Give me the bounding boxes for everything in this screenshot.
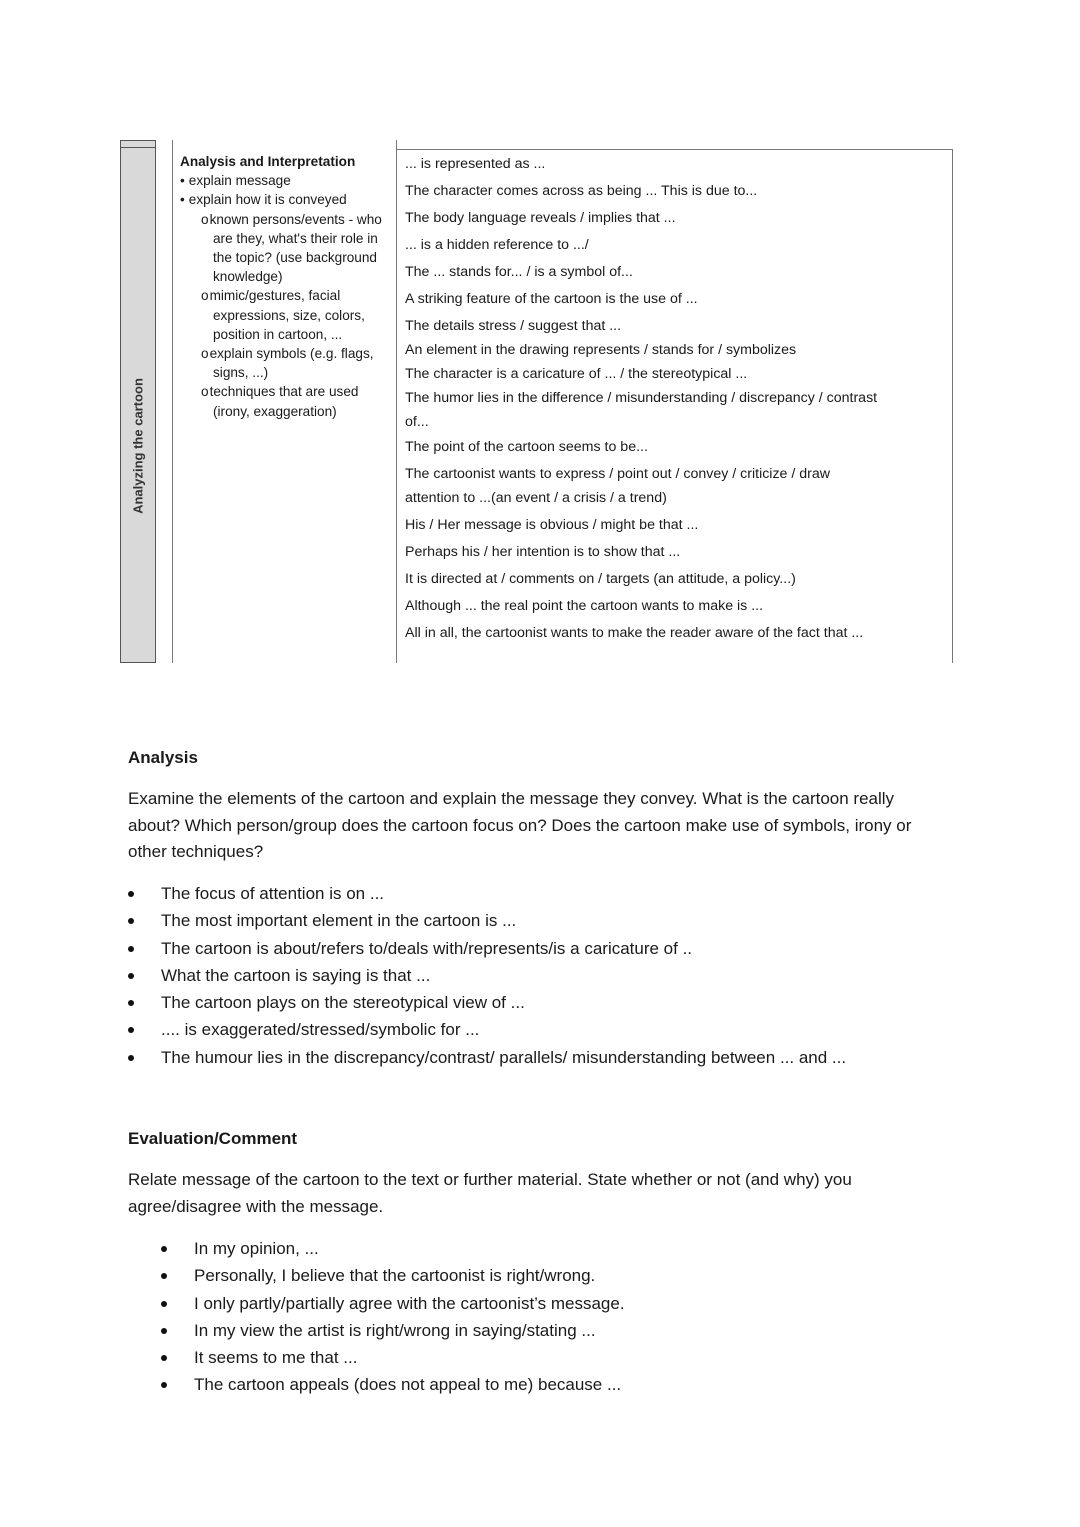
side-column-label: Analyzing the cartoon [130, 378, 146, 514]
instruction-bullet: • explain how it is conveyed [180, 190, 390, 209]
bullet-dot [128, 1055, 134, 1061]
phrase-line: ... is a hidden reference to .../ [405, 237, 589, 253]
table-side-column [120, 140, 156, 663]
bullet-dot [161, 1273, 167, 1279]
column-divider-middle [396, 140, 397, 663]
instruction-sub-item: o known persons/events - who are they, what's their role in the topic? (use background knowledge) [180, 210, 390, 287]
instruction-sub-item: o mimic/gestures, facial expressions, size, colors, position in cartoon, ... [180, 286, 390, 344]
instruction-bullet: • explain message [180, 171, 390, 190]
phrase-line: A striking feature of the cartoon is the use of ... [405, 291, 698, 307]
analysis-intro: Examine the elements of the cartoon and explain the message they convey. What is the cartoon really about? Which person/group does the cartoon focus on? Does the cartoon make use of symbols, irony or other techniques? [128, 789, 912, 861]
column-heading: Analysis and Interpretation [180, 154, 356, 169]
phrase-line: The details stress / suggest that ... [405, 318, 622, 334]
phrase-line: The character is a caricature of ... / the stereotypical ... [405, 366, 748, 382]
phrase-line: The cartoonist wants to express / point out / convey / criticize / draw [405, 466, 831, 482]
bullet-dot [128, 1027, 134, 1033]
table-right-border [952, 149, 953, 663]
phrase-line: The point of the cartoon seems to be... [405, 439, 648, 455]
phrase-line: Although ... the real point the cartoon wants to make is ... [405, 598, 764, 614]
evaluation-intro: Relate message of the cartoon to the text or further material. State whether or not (and why) you agree/disagree with the message. [128, 1170, 852, 1216]
bullet-dot [161, 1355, 167, 1361]
bullet-dot [128, 946, 134, 952]
side-column-top-rule [121, 147, 155, 148]
evaluation-title: Evaluation/Comment [128, 1129, 298, 1148]
bullet-dot [161, 1382, 167, 1388]
phrase-line: It is directed at / comments on / targets (an attitude, a policy...) [405, 571, 796, 587]
phrase-line: of... [405, 414, 429, 430]
column-divider-left [172, 140, 173, 663]
instructions-column [180, 152, 390, 421]
phrase-line: attention to ...(an event / a crisis / a trend) [405, 490, 667, 506]
phrase-line: An element in the drawing represents / stands for / symbolizes [405, 342, 797, 358]
phrase-line: All in all, the cartoonist wants to make the reader aware of the fact that ... [405, 625, 864, 641]
bullet-dot [128, 918, 134, 924]
phrase-line: The humor lies in the difference / misunderstanding / discrepancy / contrast [405, 390, 878, 406]
phrase-line: The character comes across as being ... This is due to... [405, 183, 758, 199]
table-top-border [396, 149, 953, 150]
phrase-line: The ... stands for... / is a symbol of... [405, 264, 633, 280]
phrase-line: Perhaps his / her intention is to show that ... [405, 544, 681, 560]
phrase-line: His / Her message is obvious / might be that ... [405, 517, 699, 533]
analysis-table [120, 140, 956, 663]
bullet-dot [161, 1328, 167, 1334]
instruction-sub-item: o techniques that are used (irony, exaggeration) [180, 382, 390, 420]
bullet-dot [128, 891, 134, 897]
bullet-dot [128, 973, 134, 979]
bullet-dot [161, 1301, 167, 1307]
bullet-dot [128, 1000, 134, 1006]
phrase-line: The body language reveals / implies that ... [405, 210, 676, 226]
analysis-title: Analysis [128, 748, 198, 767]
phrase-line: ... is represented as ... [405, 156, 546, 172]
bullet-dot [161, 1246, 167, 1252]
instruction-sub-item: o explain symbols (e.g. flags, signs, ...) [180, 344, 390, 382]
